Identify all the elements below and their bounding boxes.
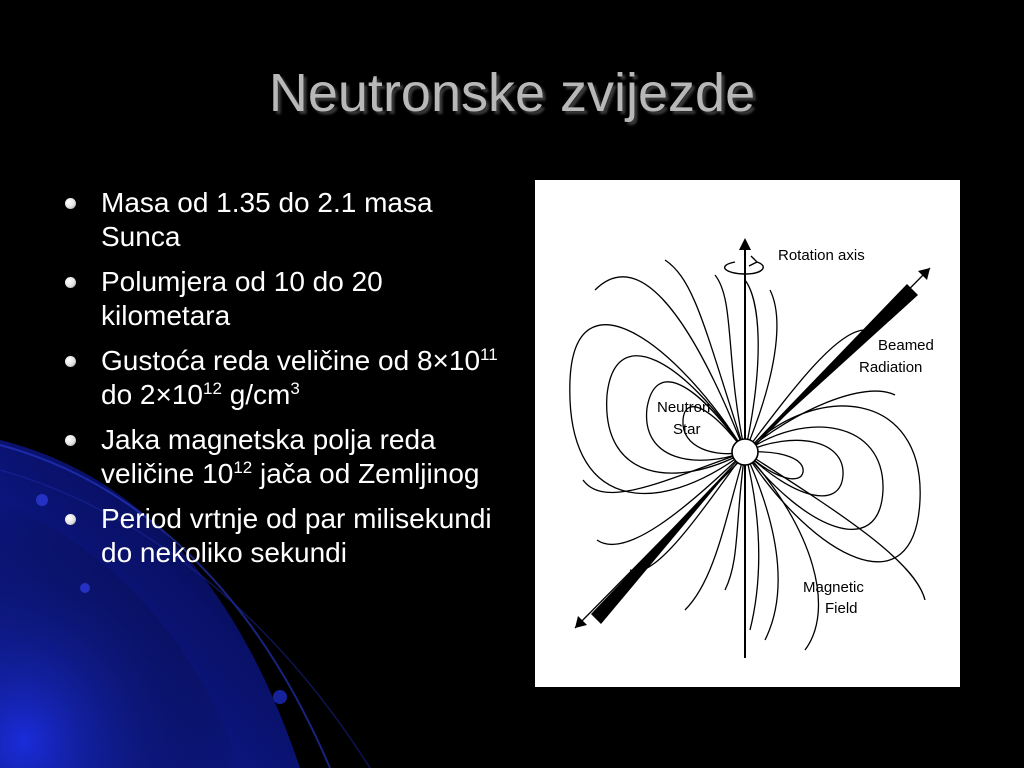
beam-lower [591,452,745,624]
bullet-dot-icon [65,514,76,525]
label-rotation-axis: Rotation axis [778,247,865,264]
bullet-text: Masa od 1.35 do 2.1 masa Sunca [101,187,433,252]
label-magnetic: Magnetic [803,579,864,596]
label-beamed: Beamed [878,337,934,354]
bullet-item [60,502,500,570]
bullet-text: Period vrtnje od par milisekundi do nekoliko sekundi [101,503,492,568]
bullet-text: g/cm [221,379,291,410]
rotation-arrow [725,262,764,274]
rotation-arrow-head [749,256,757,266]
bullet-item [60,344,500,412]
bullet-dot-icon [65,198,76,209]
bullet-dot-icon [65,356,76,367]
bullet-text: Gustoća reda veličine od 8×10 [101,345,481,376]
label-radiation: Radiation [859,359,923,376]
label-field: Field [825,600,858,617]
label-neutron: Neutron [657,399,711,416]
bullet-item [60,423,500,491]
bullet-superscript: 11 [480,345,498,364]
bullet-superscript: 12 [233,458,253,477]
label-star: Star [673,421,701,438]
bullet-text: jača od Zemljinog [252,458,480,489]
bullet-dot-icon [65,277,76,288]
bullet-text: do 2×10 [101,379,203,410]
bullet-text: Polumjera od 10 do 20 kilometara [101,266,383,331]
bullet-item [60,265,500,333]
neutron-star-diagram [535,180,960,687]
bullet-list [60,186,500,581]
rotation-axis-arrowhead [739,238,751,250]
bullet-dot-icon [65,435,76,446]
neutron-star-figure [535,180,960,687]
bullet-superscript: 3 [290,379,300,398]
slide-title: Neutronske zvijezde [268,63,756,123]
bullet-text: Jaka magnetska polja reda veličine 10 [101,424,436,489]
neutron-star-circle [732,439,758,465]
bullet-item [60,186,500,254]
bullet-superscript: 12 [203,379,222,398]
